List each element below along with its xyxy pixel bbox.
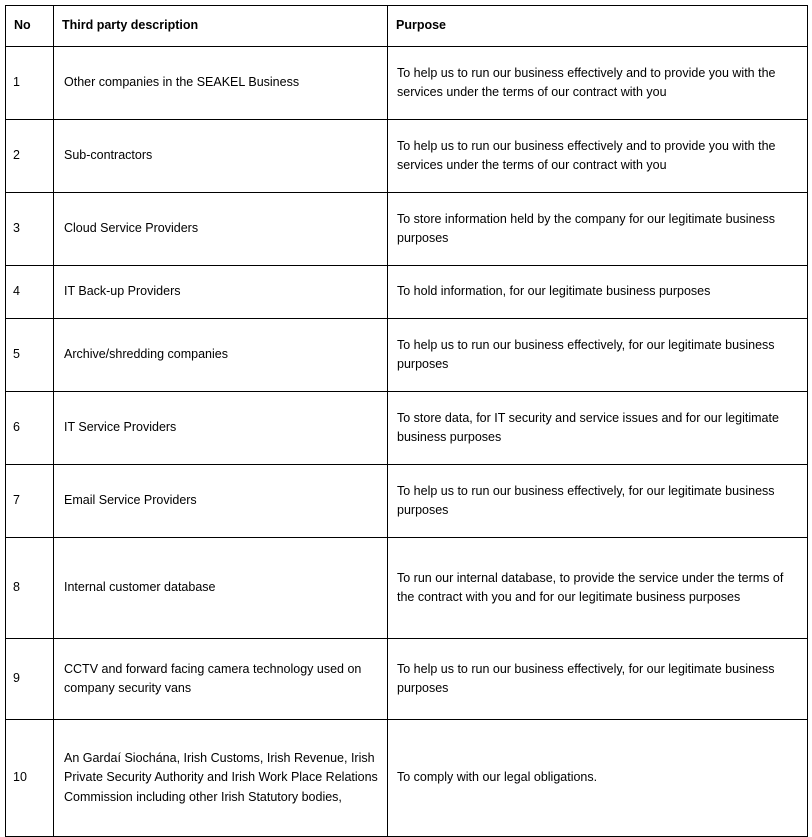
row-purpose: To help us to run our business effectively and to provide you with the services under the terms of our contract with you: [388, 120, 808, 193]
table-header: [6, 6, 808, 47]
table-header-row: [6, 6, 808, 47]
row-description: IT Service Providers: [54, 392, 388, 465]
table-body: [6, 47, 808, 837]
table-row: [6, 639, 808, 720]
row-description: Internal customer database: [54, 538, 388, 639]
table-row: [6, 720, 808, 837]
table-row: [6, 538, 808, 639]
row-number: 2: [6, 120, 54, 193]
column-header-no: No: [6, 6, 54, 47]
row-purpose: To help us to run our business effectively, for our legitimate business purposes: [388, 639, 808, 720]
row-description: Archive/shredding companies: [54, 319, 388, 392]
row-purpose: To comply with our legal obligations.: [388, 720, 808, 837]
row-purpose: To run our internal database, to provide the service under the terms of the contract with you and for our legitimate business purposes: [388, 538, 808, 639]
table-row: [6, 392, 808, 465]
row-purpose: To hold information, for our legitimate business purposes: [388, 266, 808, 319]
row-purpose: To help us to run our business effectively, for our legitimate business purposes: [388, 319, 808, 392]
row-description: Other companies in the SEAKEL Business: [54, 47, 388, 120]
column-header-description: Third party description: [54, 6, 388, 47]
row-number: 5: [6, 319, 54, 392]
row-number: 1: [6, 47, 54, 120]
table-row: [6, 266, 808, 319]
row-description: IT Back-up Providers: [54, 266, 388, 319]
third-party-disclosure-table: [5, 5, 808, 837]
row-description: An Gardaí Siochána, Irish Customs, Irish Revenue, Irish Private Security Authority and Irish Work Place Relations Commission including other Irish Statutory bodies,: [54, 720, 388, 837]
row-number: 10: [6, 720, 54, 837]
table-row: [6, 465, 808, 538]
row-number: 3: [6, 193, 54, 266]
row-description: CCTV and forward facing camera technology used on company security vans: [54, 639, 388, 720]
row-description: Sub-contractors: [54, 120, 388, 193]
table-row: [6, 120, 808, 193]
column-header-purpose: Purpose: [388, 6, 808, 47]
table-row: [6, 319, 808, 392]
row-number: 4: [6, 266, 54, 319]
row-number: 7: [6, 465, 54, 538]
row-purpose: To help us to run our business effectively, for our legitimate business purposes: [388, 465, 808, 538]
table-row: [6, 47, 808, 120]
row-number: 6: [6, 392, 54, 465]
row-purpose: To store data, for IT security and service issues and for our legitimate business purposes: [388, 392, 808, 465]
row-number: 8: [6, 538, 54, 639]
row-purpose: To store information held by the company for our legitimate business purposes: [388, 193, 808, 266]
row-description: Email Service Providers: [54, 465, 388, 538]
row-purpose: To help us to run our business effectively and to provide you with the services under the terms of our contract with you: [388, 47, 808, 120]
row-number: 9: [6, 639, 54, 720]
table-row: [6, 193, 808, 266]
row-description: Cloud Service Providers: [54, 193, 388, 266]
